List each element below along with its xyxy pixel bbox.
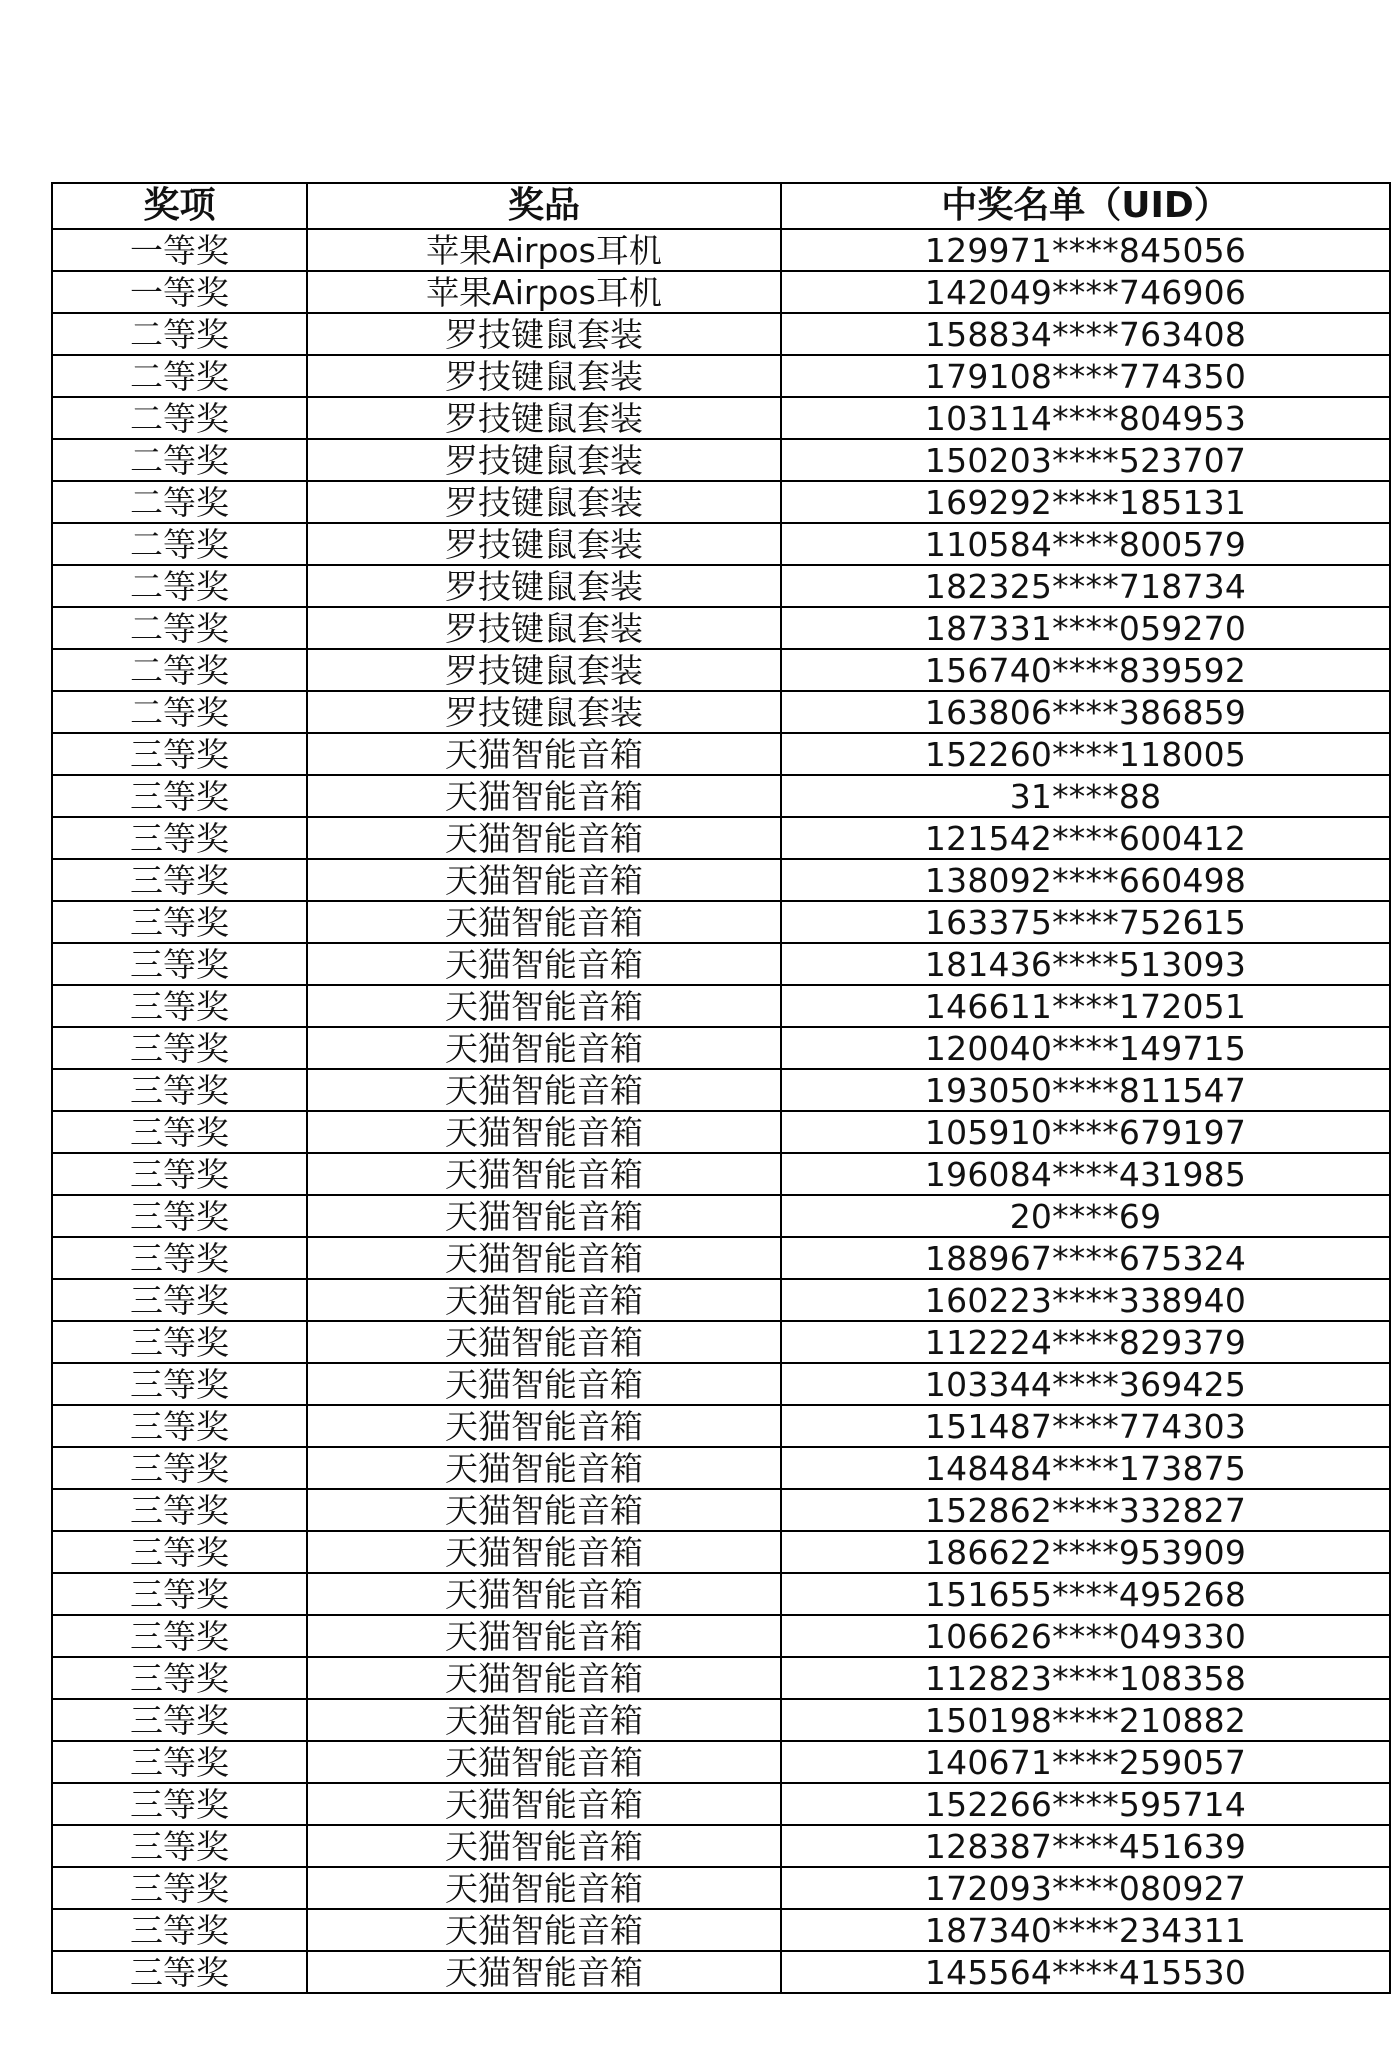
table-row (52, 1363, 1390, 1405)
prize-cell: 罗技键鼠套装 (307, 439, 781, 481)
uid-cell: 121542****600412 (781, 817, 1390, 859)
award-cell: 三等奖 (52, 733, 307, 775)
table-row (52, 1447, 1390, 1489)
prize-cell: 天猫智能音箱 (307, 1573, 781, 1615)
uid-cell: 188967****675324 (781, 1237, 1390, 1279)
prize-cell: 天猫智能音箱 (307, 1951, 781, 1993)
award-cell: 三等奖 (52, 1867, 307, 1909)
award-cell: 三等奖 (52, 1237, 307, 1279)
uid-cell: 151655****495268 (781, 1573, 1390, 1615)
prize-cell: 天猫智能音箱 (307, 1279, 781, 1321)
uid-cell: 181436****513093 (781, 943, 1390, 985)
award-cell: 二等奖 (52, 439, 307, 481)
uid-cell: 169292****185131 (781, 481, 1390, 523)
table-row (52, 1405, 1390, 1447)
award-cell: 三等奖 (52, 859, 307, 901)
uid-cell: 172093****080927 (781, 1867, 1390, 1909)
table-row (52, 1531, 1390, 1573)
table-row (52, 271, 1390, 313)
prize-cell: 天猫智能音箱 (307, 1111, 781, 1153)
award-cell: 三等奖 (52, 817, 307, 859)
award-cell: 三等奖 (52, 1657, 307, 1699)
award-cell: 三等奖 (52, 943, 307, 985)
prize-cell: 罗技键鼠套装 (307, 313, 781, 355)
award-cell: 三等奖 (52, 1531, 307, 1573)
table-row (52, 439, 1390, 481)
prize-cell: 罗技键鼠套装 (307, 607, 781, 649)
award-cell: 三等奖 (52, 775, 307, 817)
uid-cell: 163375****752615 (781, 901, 1390, 943)
table-row (52, 1573, 1390, 1615)
uid-cell: 129971****845056 (781, 229, 1390, 271)
award-cell: 一等奖 (52, 271, 307, 313)
prize-cell: 罗技键鼠套装 (307, 649, 781, 691)
award-cell: 二等奖 (52, 523, 307, 565)
uid-cell: 163806****386859 (781, 691, 1390, 733)
uid-cell: 138092****660498 (781, 859, 1390, 901)
award-cell: 三等奖 (52, 1321, 307, 1363)
uid-cell: 182325****718734 (781, 565, 1390, 607)
prize-cell: 天猫智能音箱 (307, 985, 781, 1027)
prize-cell: 苹果Airpos耳机 (307, 229, 781, 271)
prize-cell: 罗技键鼠套装 (307, 565, 781, 607)
table-row (52, 1657, 1390, 1699)
award-cell: 三等奖 (52, 1405, 307, 1447)
prize-cell: 天猫智能音箱 (307, 901, 781, 943)
award-cell: 三等奖 (52, 1699, 307, 1741)
table-row (52, 1699, 1390, 1741)
table-row (52, 1195, 1390, 1237)
table-row (52, 1951, 1390, 1993)
table-row (52, 817, 1390, 859)
award-cell: 三等奖 (52, 1069, 307, 1111)
uid-cell: 152266****595714 (781, 1783, 1390, 1825)
prize-cell: 天猫智能音箱 (307, 1489, 781, 1531)
table-row (52, 1237, 1390, 1279)
prize-cell: 罗技键鼠套装 (307, 691, 781, 733)
uid-cell: 112224****829379 (781, 1321, 1390, 1363)
award-cell: 二等奖 (52, 355, 307, 397)
award-cell: 二等奖 (52, 565, 307, 607)
prize-cell: 天猫智能音箱 (307, 1447, 781, 1489)
uid-cell: 150198****210882 (781, 1699, 1390, 1741)
uid-cell: 103344****369425 (781, 1363, 1390, 1405)
award-cell: 三等奖 (52, 1447, 307, 1489)
table-row (52, 229, 1390, 271)
award-cell: 三等奖 (52, 1783, 307, 1825)
prize-cell: 天猫智能音箱 (307, 1027, 781, 1069)
table-row (52, 649, 1390, 691)
uid-cell: 31****88 (781, 775, 1390, 817)
prize-cell: 罗技键鼠套装 (307, 355, 781, 397)
award-cell: 二等奖 (52, 481, 307, 523)
uid-cell: 106626****049330 (781, 1615, 1390, 1657)
prize-cell: 天猫智能音箱 (307, 1237, 781, 1279)
table-row (52, 1069, 1390, 1111)
prize-cell: 天猫智能音箱 (307, 1195, 781, 1237)
uid-cell: 186622****953909 (781, 1531, 1390, 1573)
prize-cell: 天猫智能音箱 (307, 1405, 781, 1447)
uid-cell: 179108****774350 (781, 355, 1390, 397)
prize-cell: 苹果Airpos耳机 (307, 271, 781, 313)
uid-cell: 160223****338940 (781, 1279, 1390, 1321)
award-cell: 二等奖 (52, 691, 307, 733)
table-row (52, 481, 1390, 523)
prize-cell: 天猫智能音箱 (307, 1741, 781, 1783)
award-cell: 三等奖 (52, 1195, 307, 1237)
award-cell: 三等奖 (52, 1573, 307, 1615)
header-award: 奖项 (52, 183, 307, 229)
table-row (52, 1615, 1390, 1657)
prize-cell: 天猫智能音箱 (307, 1909, 781, 1951)
prize-cell: 天猫智能音箱 (307, 1615, 781, 1657)
table-row (52, 859, 1390, 901)
uid-cell: 158834****763408 (781, 313, 1390, 355)
table-row (52, 1867, 1390, 1909)
uid-cell: 193050****811547 (781, 1069, 1390, 1111)
uid-cell: 150203****523707 (781, 439, 1390, 481)
table-row (52, 607, 1390, 649)
table-row (52, 523, 1390, 565)
prize-cell: 天猫智能音箱 (307, 1069, 781, 1111)
prize-cell: 天猫智能音箱 (307, 817, 781, 859)
table-header (52, 183, 1390, 229)
award-cell: 三等奖 (52, 1615, 307, 1657)
uid-cell: 128387****451639 (781, 1825, 1390, 1867)
table-row (52, 985, 1390, 1027)
table-row (52, 1027, 1390, 1069)
prize-cell: 罗技键鼠套装 (307, 523, 781, 565)
header-row (52, 183, 1390, 229)
prize-cell: 天猫智能音箱 (307, 1363, 781, 1405)
prize-cell: 天猫智能音箱 (307, 1657, 781, 1699)
table-body (52, 229, 1390, 1993)
prize-cell: 天猫智能音箱 (307, 733, 781, 775)
winners-table (51, 182, 1391, 1994)
award-cell: 三等奖 (52, 1363, 307, 1405)
prize-cell: 天猫智能音箱 (307, 1699, 781, 1741)
uid-cell: 152862****332827 (781, 1489, 1390, 1531)
prize-cell: 天猫智能音箱 (307, 943, 781, 985)
award-cell: 三等奖 (52, 1027, 307, 1069)
uid-cell: 148484****173875 (781, 1447, 1390, 1489)
uid-cell: 187340****234311 (781, 1909, 1390, 1951)
uid-cell: 140671****259057 (781, 1741, 1390, 1783)
prize-cell: 天猫智能音箱 (307, 1783, 781, 1825)
prize-cell: 天猫智能音箱 (307, 1321, 781, 1363)
table-row (52, 1489, 1390, 1531)
award-cell: 三等奖 (52, 985, 307, 1027)
award-cell: 三等奖 (52, 1279, 307, 1321)
award-cell: 三等奖 (52, 1909, 307, 1951)
table-row (52, 1153, 1390, 1195)
award-cell: 三等奖 (52, 1111, 307, 1153)
uid-cell: 145564****415530 (781, 1951, 1390, 1993)
prize-cell: 天猫智能音箱 (307, 859, 781, 901)
uid-cell: 187331****059270 (781, 607, 1390, 649)
table-row (52, 1111, 1390, 1153)
prize-cell: 天猫智能音箱 (307, 775, 781, 817)
uid-cell: 152260****118005 (781, 733, 1390, 775)
table-row (52, 1783, 1390, 1825)
table-row (52, 691, 1390, 733)
uid-cell: 110584****800579 (781, 523, 1390, 565)
table-row (52, 1321, 1390, 1363)
award-cell: 三等奖 (52, 1153, 307, 1195)
award-cell: 二等奖 (52, 649, 307, 691)
uid-cell: 151487****774303 (781, 1405, 1390, 1447)
prize-cell: 天猫智能音箱 (307, 1531, 781, 1573)
table-row (52, 397, 1390, 439)
table-row (52, 943, 1390, 985)
uid-cell: 120040****149715 (781, 1027, 1390, 1069)
table-row (52, 1825, 1390, 1867)
uid-cell: 156740****839592 (781, 649, 1390, 691)
header-prize: 奖品 (307, 183, 781, 229)
award-cell: 三等奖 (52, 1951, 307, 1993)
header-uid: 中奖名单（UID） (781, 183, 1390, 229)
table-row (52, 733, 1390, 775)
uid-cell: 196084****431985 (781, 1153, 1390, 1195)
table-row (52, 775, 1390, 817)
award-cell: 三等奖 (52, 1825, 307, 1867)
uid-cell: 112823****108358 (781, 1657, 1390, 1699)
award-cell: 二等奖 (52, 607, 307, 649)
award-cell: 一等奖 (52, 229, 307, 271)
table-row (52, 1741, 1390, 1783)
table-row (52, 313, 1390, 355)
prize-cell: 天猫智能音箱 (307, 1153, 781, 1195)
uid-cell: 146611****172051 (781, 985, 1390, 1027)
award-cell: 三等奖 (52, 1741, 307, 1783)
prize-cell: 罗技键鼠套装 (307, 397, 781, 439)
award-cell: 三等奖 (52, 1489, 307, 1531)
uid-cell: 103114****804953 (781, 397, 1390, 439)
prize-cell: 罗技键鼠套装 (307, 481, 781, 523)
award-cell: 二等奖 (52, 313, 307, 355)
table-row (52, 1909, 1390, 1951)
uid-cell: 142049****746906 (781, 271, 1390, 313)
prize-cell: 天猫智能音箱 (307, 1867, 781, 1909)
table-row (52, 565, 1390, 607)
table-row (52, 901, 1390, 943)
table-row (52, 1279, 1390, 1321)
uid-cell: 105910****679197 (781, 1111, 1390, 1153)
uid-cell: 20****69 (781, 1195, 1390, 1237)
award-cell: 三等奖 (52, 901, 307, 943)
award-cell: 二等奖 (52, 397, 307, 439)
prize-cell: 天猫智能音箱 (307, 1825, 781, 1867)
table-row (52, 355, 1390, 397)
